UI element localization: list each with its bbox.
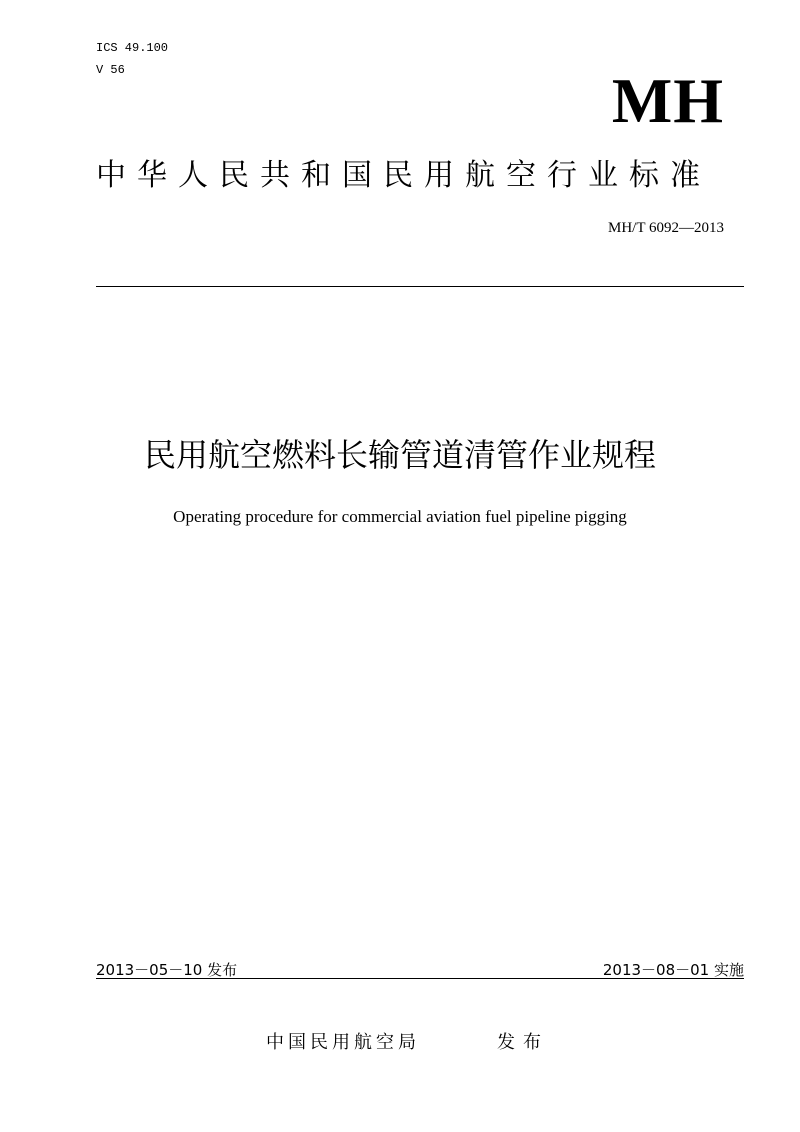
issue-label: 发布 bbox=[497, 1032, 549, 1053]
classification-code: V 56 bbox=[96, 63, 125, 77]
document-title-chinese: 民用航空燃料长输管道清管作业规程 bbox=[143, 436, 656, 474]
ics-code: ICS 49.100 bbox=[96, 41, 169, 55]
mh-logo: MH bbox=[611, 65, 724, 136]
standard-type-heading: 中华人民共和国民用航空行业标准 bbox=[96, 158, 711, 193]
top-divider bbox=[96, 286, 744, 287]
issue-date: 2013－05－10 发布 bbox=[96, 961, 238, 979]
bottom-divider bbox=[96, 978, 744, 979]
standard-number: MH/T 6092—2013 bbox=[608, 220, 724, 236]
implementation-date: 2013－08－01 实施 bbox=[602, 961, 744, 979]
issuing-authority: 中国民用航空局 bbox=[266, 1032, 420, 1053]
document-title-english: Operating procedure for commercial aviation fuel pipeline pigging bbox=[173, 507, 627, 526]
